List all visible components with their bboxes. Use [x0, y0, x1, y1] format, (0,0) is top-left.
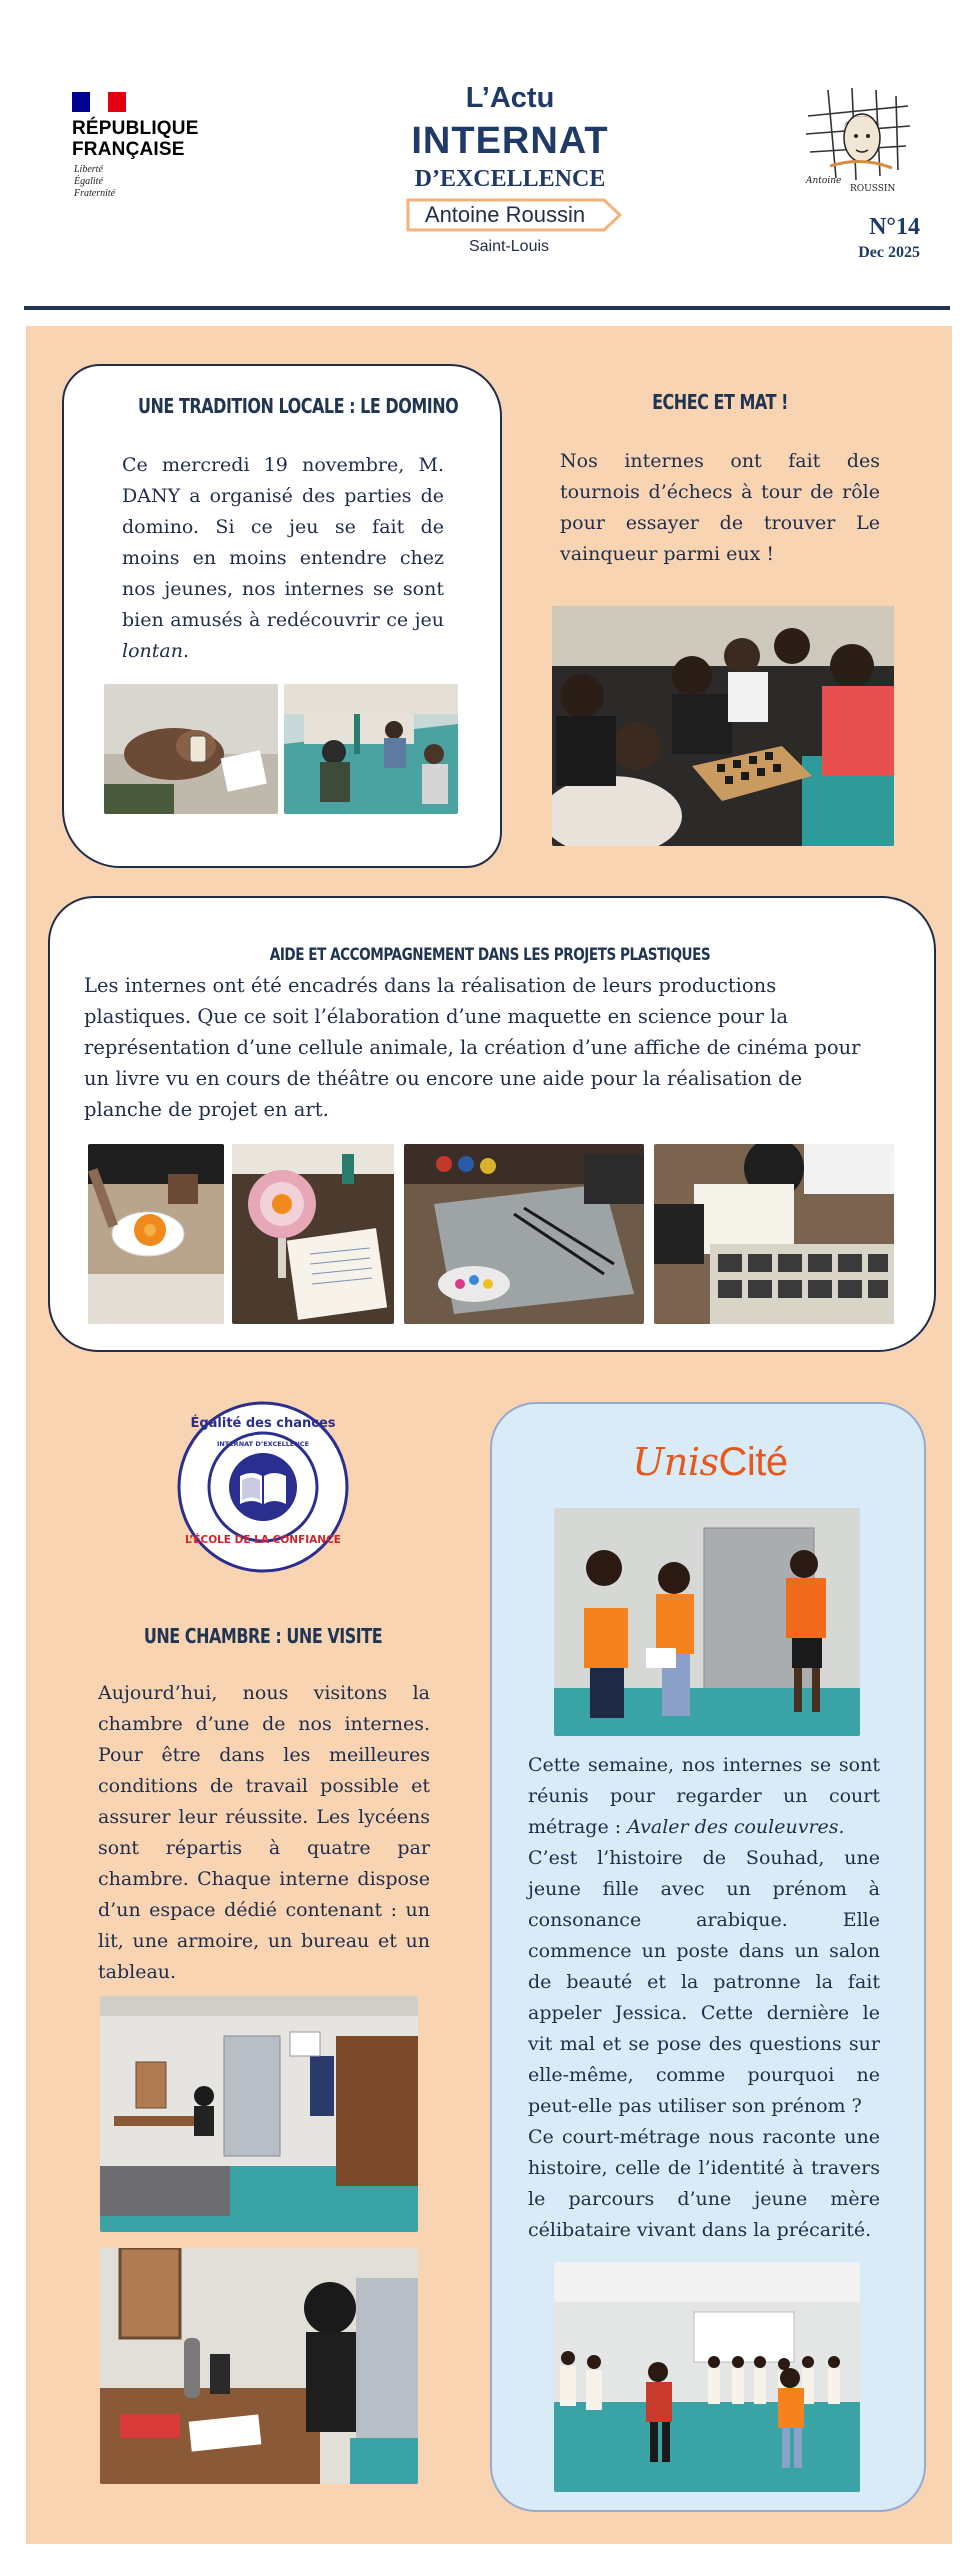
school-name: Antoine Roussin	[424, 202, 586, 227]
arts-photo-poster	[232, 1144, 394, 1324]
arts-photo-project-board	[654, 1144, 894, 1324]
school-city: Saint-Louis	[468, 238, 550, 255]
uniscite-photo-presenters	[554, 1508, 860, 1736]
uniscite-paragraph-3: Ce court-métrage nous raconte une histoire, celle de l’identité à travers le parcours d’une jeune mère célibataire vivant dans la précarité.	[528, 2126, 880, 2241]
republique-francaise-logo: RÉPUBLIQUE FRANÇAISE	[72, 118, 199, 160]
arts-photo-painting-table	[404, 1144, 644, 1324]
badge-top-text: Égalité des chances	[190, 1416, 336, 1431]
uniscite-paragraph-1: Cette semaine, nos internes se sont réunis pour regarder un court métrage : Avaler des couleuvres.	[528, 1754, 880, 1838]
uniscite-photo-group	[554, 2262, 860, 2492]
uniscite-article-text	[528, 1750, 880, 2246]
header-divider	[24, 306, 950, 310]
domino-photo-classroom	[284, 684, 458, 814]
echec-article-title: ECHEC ET MAT !	[652, 390, 788, 414]
domino-article-text: Ce mercredi 19 novembre, M. DANY a organisé des parties de domino. Si ce jeu se fait de moins en moins entendre chez nos jeunes, nos internes se sont bien amusés à redécouvrir ce jeu lontan.	[122, 454, 444, 662]
french-flag-icon	[72, 92, 126, 112]
arts-article-title: AIDE ET ACCOMPAGNEMENT DANS LES PROJETS PLASTIQUES	[269, 945, 711, 965]
logo-signature-line1: Antoine	[806, 176, 842, 186]
chambre-photo-desk	[100, 2248, 418, 2484]
badge-bottom-text: L’ÉCOLE DE LA CONFIANCE	[185, 1534, 341, 1546]
issue-number: N°14	[869, 214, 920, 240]
newsletter-title-line1: L’Actu	[465, 82, 555, 114]
arts-article-text: Les internes ont été encadrés dans la réalisation de leurs productions plastiques. Que ce soit l’élaboration d’une maquette en science pour la représentation d’une cellule animale, la création d’une affiche de cinéma pour un livre vu en cours de théâtre ou encore une aide pour la réalisation de planche de projet en art.	[84, 974, 861, 1121]
chambre-article-text: Aujourd’hui, nous visitons la chambre d’une de nos internes. Pour être dans les meilleures conditions de travail possible et assurer leur réussite. Les lycéens sont répartis à quatre par chambre. Chaque interne dispose d’un espace dédié contenant : un lit, une armoire, un bureau et un tableau.	[98, 1682, 430, 1983]
newsletter-title-line2: INTERNAT	[411, 120, 609, 162]
uniscite-paragraph-2: C’est l’histoire de Souhad, une jeune fille avec un prénom à consonance arabique. Elle commence un poste dans un salon de beauté et la patronne la fait appeler Jessica. Cette dernière le vit mal et se pose des questions sur elle-même, comme pourquoi ne peut-elle pas utiliser son prénom ?	[528, 1847, 880, 2117]
republique-motto: Liberté Égalité Fraternité	[74, 164, 116, 199]
logo-signature-line2: ROUSSIN	[850, 184, 896, 194]
newsletter-title-line3: D’EXCELLENCE	[414, 166, 606, 192]
chambre-photo-room	[100, 1996, 418, 2232]
arts-photo-cell-model	[88, 1144, 224, 1324]
chess-tournament-photo	[552, 606, 894, 846]
chambre-article-title: UNE CHAMBRE : UNE VISITE	[143, 1624, 383, 1648]
badge-inner-text: INTERNAT D’EXCELLENCE	[216, 1440, 310, 1448]
domino-article-title: UNE TRADITION LOCALE : LE DOMINO	[138, 394, 459, 418]
domino-photo-hands	[104, 684, 278, 814]
issue-date: Dec 2025	[858, 244, 920, 261]
uniscite-logo: UnisCité	[632, 1440, 788, 1484]
echec-article-text: Nos internes ont fait des tournois d’échecs à tour de rôle pour essayer de trouver Le vainqueur parmi eux !	[560, 450, 880, 565]
